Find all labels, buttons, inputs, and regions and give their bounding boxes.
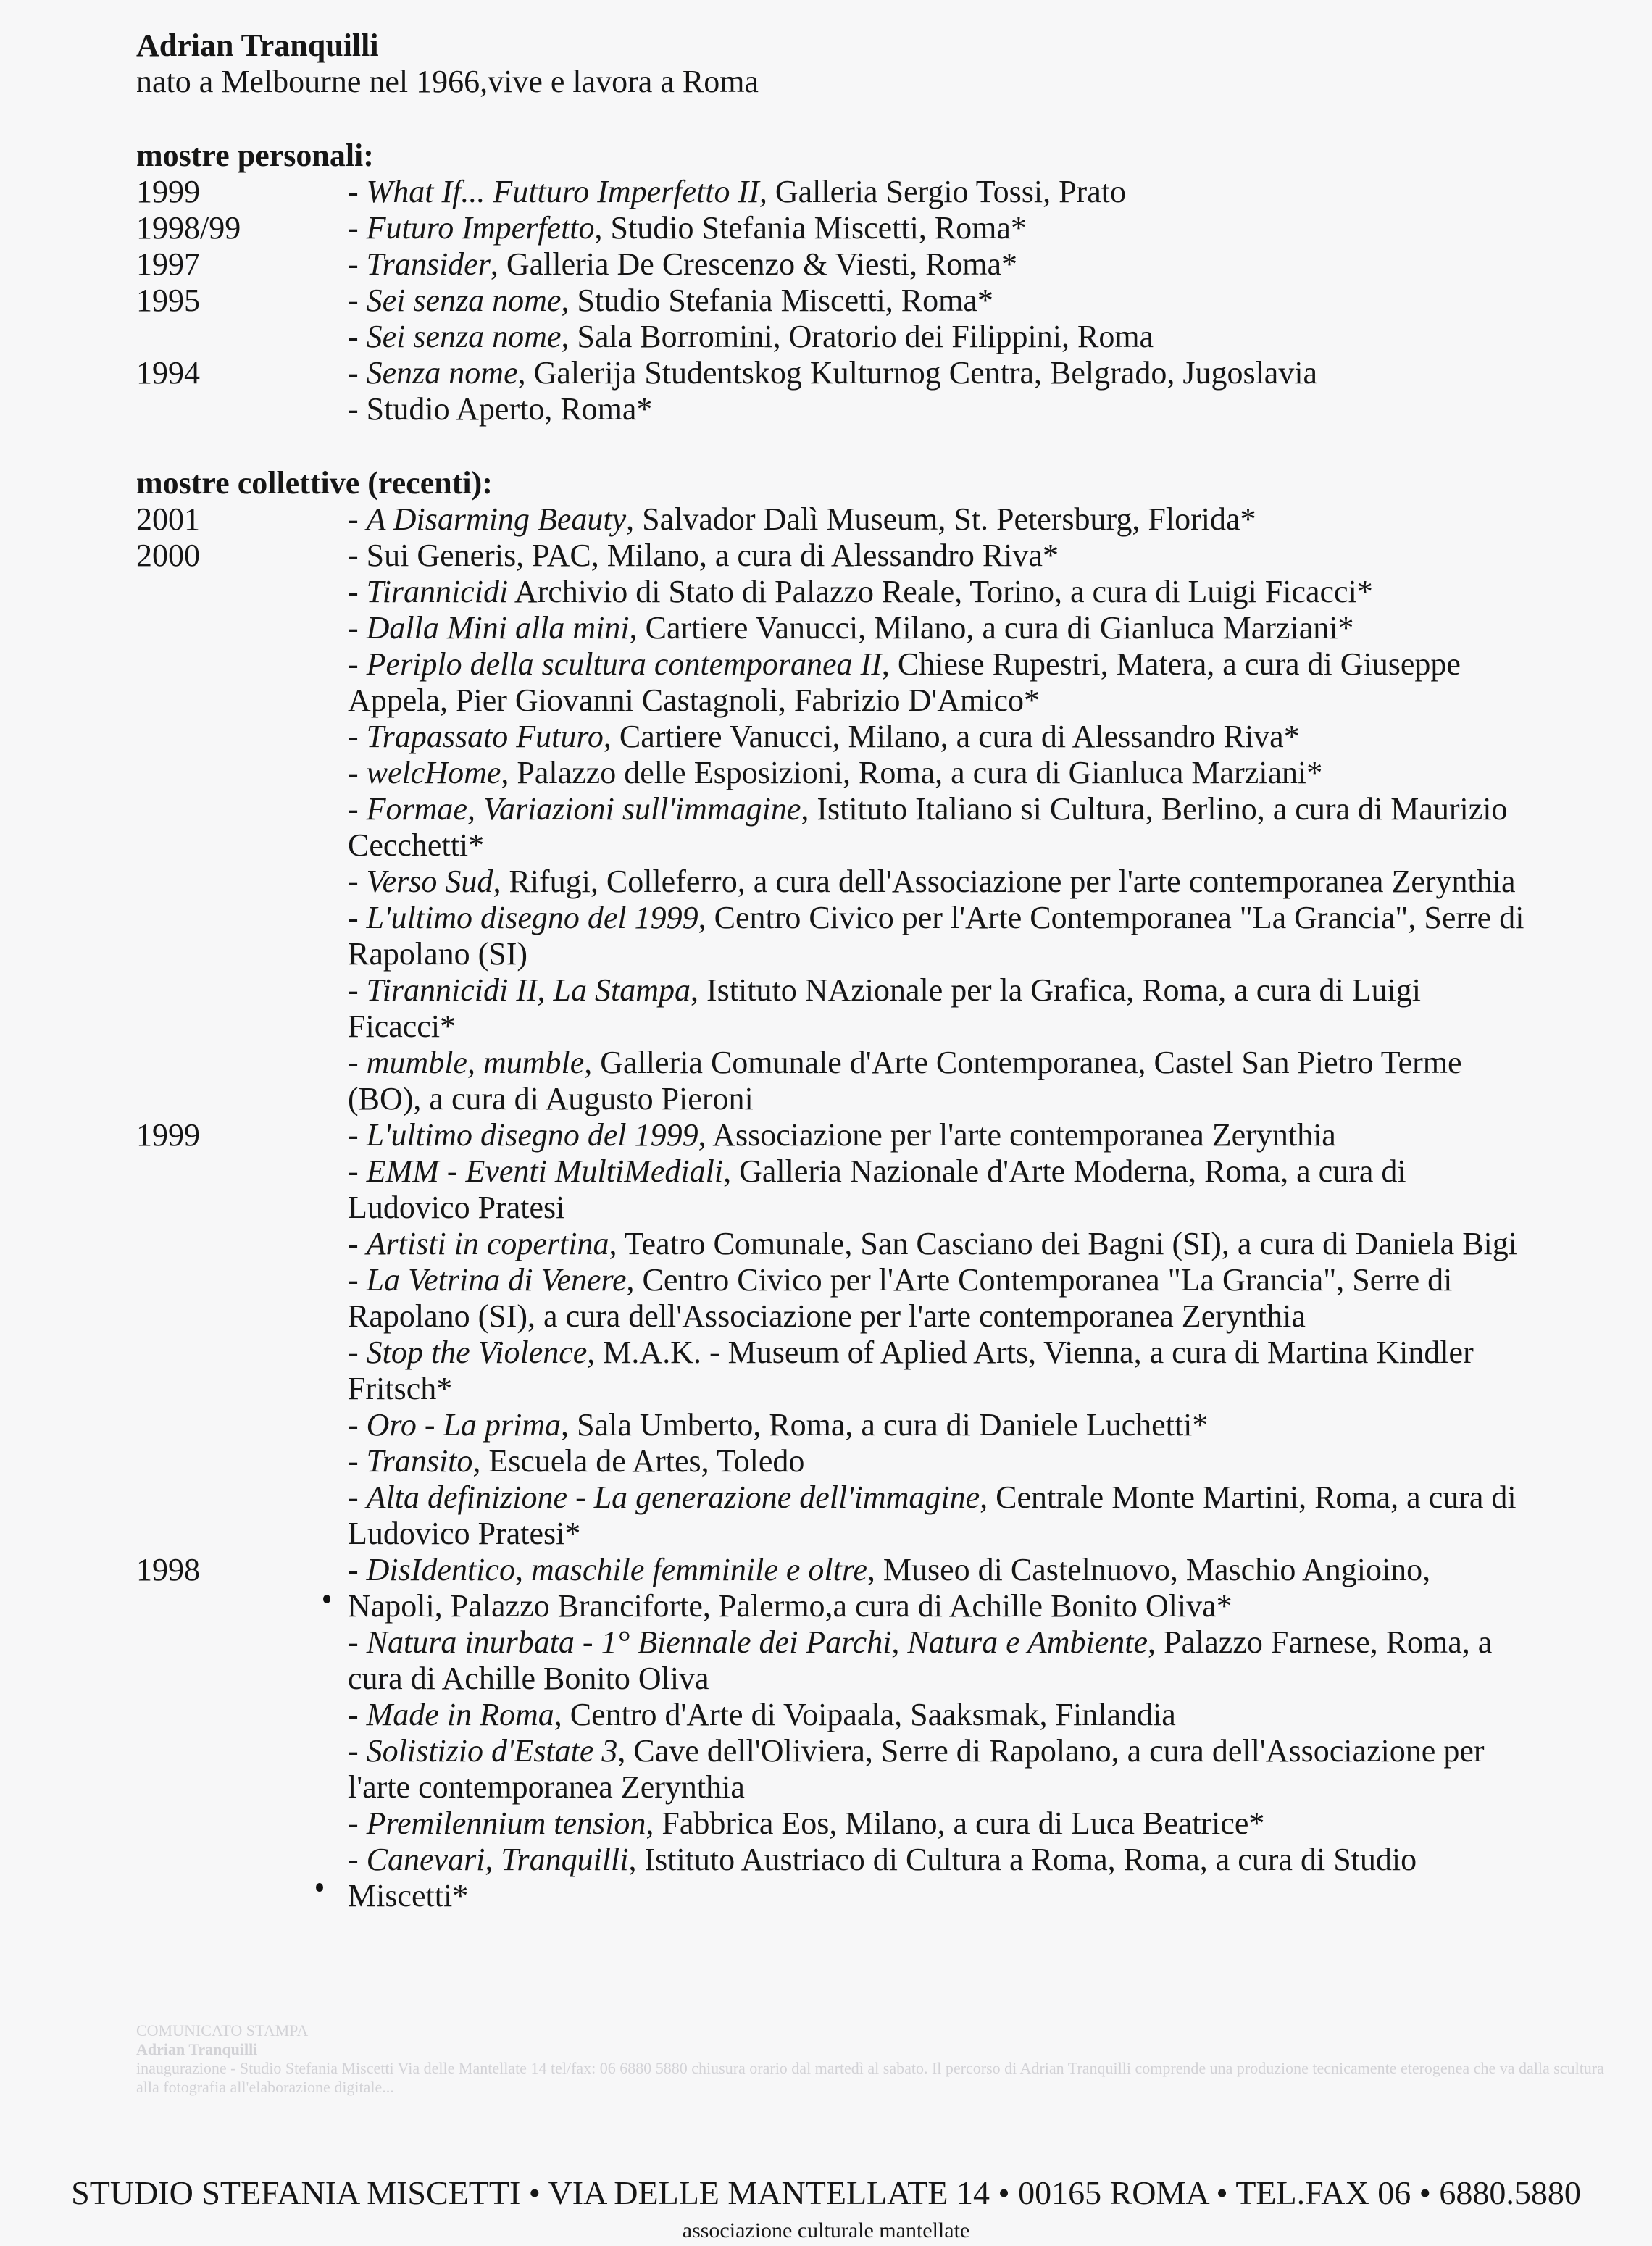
exhibition-year xyxy=(136,319,348,355)
exhibition-venue: , Cave dell'Oliviera, Serre di Rapolano, a cura dell'Associazione per l'arte contemporanea Zerynthia xyxy=(348,1733,1485,1805)
exhibition-year xyxy=(136,1443,348,1479)
bleed-through xyxy=(136,2021,1629,2097)
exhibition-year xyxy=(136,1153,348,1226)
exhibition-entry xyxy=(348,1842,1527,1914)
exhibition-entry xyxy=(348,501,1527,538)
exhibition-row xyxy=(136,755,1527,791)
exhibition-entry xyxy=(348,538,1527,574)
exhibition-year xyxy=(136,791,348,864)
exhibition-title: Verso Sud xyxy=(366,864,493,899)
exhibition-row xyxy=(136,1552,1527,1624)
artist-bio: nato a Melbourne nel 1966,vive e lavora a Roma xyxy=(136,64,759,99)
exhibition-year xyxy=(136,391,348,427)
exhibition-entry xyxy=(348,1624,1527,1697)
dash: - xyxy=(348,501,367,537)
exhibition-entry xyxy=(348,1407,1527,1443)
footer-subtitle: associazione culturale mantellate xyxy=(682,2218,970,2242)
group-shows-list xyxy=(136,501,1527,1914)
exhibition-row xyxy=(136,319,1527,355)
exhibition-row xyxy=(136,1262,1527,1335)
exhibition-title: Sei senza nome xyxy=(366,319,562,354)
dash: - xyxy=(348,1335,367,1370)
exhibition-venue: , Cartiere Vanucci, Milano, a cura di Gianluca Marziani* xyxy=(629,610,1354,646)
exhibition-entry xyxy=(348,391,1527,427)
exhibition-year xyxy=(136,1697,348,1733)
exhibition-entry xyxy=(348,646,1527,719)
exhibition-row xyxy=(136,646,1527,719)
dash: - xyxy=(348,246,367,282)
dash: - xyxy=(348,538,367,573)
solo-shows-list xyxy=(136,174,1527,427)
scan-speck xyxy=(323,1595,330,1603)
exhibition-row xyxy=(136,1479,1527,1552)
exhibition-venue: , Galleria De Crescenzo & Viesti, Roma* xyxy=(490,246,1018,282)
dash: - xyxy=(348,210,367,246)
exhibition-year xyxy=(136,972,348,1045)
exhibition-year: 1995 xyxy=(136,283,200,318)
exhibition-entry xyxy=(348,1117,1527,1153)
exhibition-row xyxy=(136,574,1527,610)
exhibition-row xyxy=(136,791,1527,864)
exhibition-entry xyxy=(348,174,1527,210)
exhibition-row xyxy=(136,355,1527,391)
exhibition-title: Periplo della scultura contemporanea II xyxy=(366,646,882,682)
exhibition-title: Made in Roma xyxy=(366,1697,554,1732)
exhibition-title: Formae, Variazioni sull'immagine xyxy=(366,791,801,827)
exhibition-year xyxy=(136,1407,348,1443)
exhibition-title: What If... Futturo Imperfetto II, xyxy=(366,174,767,209)
exhibition-entry xyxy=(348,719,1527,755)
exhibition-title: Artisti in copertina xyxy=(366,1226,609,1261)
exhibition-title: L'ultimo disegno del 1999 xyxy=(366,1117,698,1153)
exhibition-venue: , Museo di Castelnuovo, Maschio Angioino, Napoli, Palazzo Branciforte, Palermo,a cura di Achille Bonito Oliva* xyxy=(348,1552,1431,1624)
exhibition-venue: , Studio Stefania Miscetti, Roma* xyxy=(594,210,1027,246)
exhibition-row xyxy=(136,1842,1527,1914)
exhibition-row xyxy=(136,719,1527,755)
dash: - xyxy=(348,1117,367,1153)
exhibition-entry xyxy=(348,1552,1527,1624)
exhibition-title: DisIdentico, maschile femminile e oltre xyxy=(366,1552,867,1587)
exhibition-year: 1998 xyxy=(136,1552,200,1587)
exhibition-venue: , Palazzo delle Esposizioni, Roma, a cura di Gianluca Marziani* xyxy=(501,755,1323,790)
exhibition-year: 1999 xyxy=(136,1117,200,1153)
exhibition-venue: , M.A.K. - Museum of Aplied Arts, Vienna, a cura di Martina Kindler Fritsch* xyxy=(348,1335,1474,1406)
exhibition-title: A Disarming Beauty xyxy=(366,501,627,537)
dash: - xyxy=(348,1262,367,1298)
exhibition-year xyxy=(136,900,348,972)
exhibition-year xyxy=(136,1226,348,1262)
exhibition-entry xyxy=(348,1045,1527,1117)
dash: - xyxy=(348,283,367,318)
exhibition-venue: , Associazione per l'arte contemporanea Zerynthia xyxy=(698,1117,1336,1153)
exhibition-title: Premilennium tension xyxy=(366,1805,646,1841)
exhibition-row xyxy=(136,391,1527,427)
exhibition-entry xyxy=(348,1335,1527,1407)
exhibition-entry xyxy=(348,864,1527,900)
dash: - xyxy=(348,864,367,899)
exhibition-title: Natura inurbata - 1° Biennale dei Parchi, Natura e Ambiente xyxy=(366,1624,1148,1660)
exhibition-entry xyxy=(348,319,1527,355)
exhibition-year xyxy=(136,1842,348,1914)
exhibition-title: Tirannicidi II, La Stampa xyxy=(366,972,691,1008)
exhibition-row xyxy=(136,1624,1527,1697)
exhibition-row xyxy=(136,501,1527,538)
exhibition-year xyxy=(136,610,348,646)
dash: - xyxy=(348,1697,367,1732)
artist-name: Adrian Tranquilli xyxy=(136,28,379,63)
dash: - xyxy=(348,755,367,790)
dash: - xyxy=(348,355,367,391)
exhibition-row xyxy=(136,246,1527,283)
dash: - xyxy=(348,1479,367,1515)
exhibition-year xyxy=(136,574,348,610)
exhibition-row xyxy=(136,1226,1527,1262)
exhibition-venue: , Studio Stefania Miscetti, Roma* xyxy=(561,283,993,318)
dash: - xyxy=(348,391,367,427)
exhibition-title: EMM - Eventi MultiMediali xyxy=(366,1153,724,1189)
dash: - xyxy=(348,1733,367,1769)
exhibition-venue: , Centro d'Arte di Voipaala, Saaksmak, Finlandia xyxy=(554,1697,1176,1732)
exhibition-venue: , Istituto NAzionale per la Grafica, Roma, a cura di Luigi Ficacci* xyxy=(348,972,1422,1044)
exhibition-venue: Archivio di Stato di Palazzo Reale, Torino, a cura di Luigi Ficacci* xyxy=(508,574,1373,609)
exhibition-year: 1998/99 xyxy=(136,210,241,246)
dash: - xyxy=(348,1407,367,1443)
exhibition-row xyxy=(136,538,1527,574)
dash: - xyxy=(348,900,367,935)
exhibition-venue: , Centro Civico per l'Arte Contemporanea "La Grancia", Serre di Rapolano (SI) xyxy=(348,900,1524,972)
exhibition-year xyxy=(136,1045,348,1117)
dash: - xyxy=(348,574,367,609)
dash: - xyxy=(348,1443,367,1479)
exhibition-row xyxy=(136,1407,1527,1443)
exhibition-venue: , Galerija Studentskog Kulturnog Centra, Belgrado, Jugoslavia xyxy=(517,355,1318,391)
exhibition-entry xyxy=(348,283,1527,319)
exhibition-venue: , Centrale Monte Martini, Roma, a cura di Ludovico Pratesi* xyxy=(348,1479,1517,1551)
exhibition-row xyxy=(136,864,1527,900)
footer-address: STUDIO STEFANIA MISCETTI • VIA DELLE MANTELLATE 14 • 00165 ROMA • TEL.FAX 06 • 6880.5880 xyxy=(71,2174,1581,2211)
exhibition-year: 1994 xyxy=(136,355,200,391)
exhibition-venue: , Escuela de Artes, Toledo xyxy=(472,1443,805,1479)
exhibition-year: 1999 xyxy=(136,174,200,209)
exhibition-title: Canevari, Tranquilli xyxy=(366,1842,629,1877)
exhibition-row xyxy=(136,174,1527,210)
exhibition-venue: , Galleria Comunale d'Arte Contemporanea, Castel San Pietro Terme (BO), a cura di Augusto Pieroni xyxy=(348,1045,1462,1116)
exhibition-entry xyxy=(348,1262,1527,1335)
exhibition-venue: , Istituto Italiano si Cultura, Berlino, a cura di Maurizio Cecchetti* xyxy=(348,791,1508,863)
exhibition-title: Solistizio d'Estate 3 xyxy=(366,1733,618,1769)
exhibition-year: 1997 xyxy=(136,246,200,282)
exhibition-year: 2000 xyxy=(136,538,200,573)
exhibition-row xyxy=(136,972,1527,1045)
exhibition-year xyxy=(136,646,348,719)
exhibition-year xyxy=(136,1624,348,1697)
exhibition-venue: , Teatro Comunale, San Casciano dei Bagni (SI), a cura di Daniela Bigi xyxy=(609,1226,1517,1261)
exhibition-title: Alta definizione - La generazione dell'immagine xyxy=(366,1479,980,1515)
dash: - xyxy=(348,1226,367,1261)
exhibition-title: welcHome xyxy=(366,755,501,790)
exhibition-year xyxy=(136,1733,348,1805)
dash: - xyxy=(348,719,367,754)
exhibition-row xyxy=(136,1805,1527,1842)
exhibition-venue: , Fabbrica Eos, Milano, a cura di Luca Beatrice* xyxy=(646,1805,1265,1841)
exhibition-row xyxy=(136,1443,1527,1479)
exhibition-entry xyxy=(348,755,1527,791)
exhibition-entry xyxy=(348,210,1527,246)
exhibition-venue: , Galleria Nazionale d'Arte Moderna, Roma, a cura di Ludovico Pratesi xyxy=(348,1153,1406,1225)
exhibition-venue: , Cartiere Vanucci, Milano, a cura di Alessandro Riva* xyxy=(603,719,1300,754)
exhibition-entry xyxy=(348,610,1527,646)
exhibition-row xyxy=(136,210,1527,246)
exhibition-venue: , Istituto Austriaco di Cultura a Roma, Roma, a cura di Studio Miscetti* xyxy=(348,1842,1417,1913)
exhibition-year xyxy=(136,755,348,791)
exhibition-title: Senza nome xyxy=(366,355,518,391)
exhibition-entry xyxy=(348,1733,1527,1805)
dash: - xyxy=(348,1153,367,1189)
exhibition-title: Sei senza nome xyxy=(366,283,562,318)
scan-speck xyxy=(316,1883,323,1892)
bleed-through-title: COMUNICATO STAMPA xyxy=(136,2021,309,2040)
exhibition-title: Transito xyxy=(366,1443,473,1479)
exhibition-title: Dalla Mini alla mini xyxy=(366,610,630,646)
bleed-through-body: inaugurazione - Studio Stefania Miscetti Via delle Mantellate 14 tel/fax: 06 6880 5880 chiusura orario dal martedì al sabato. Il percorso di Adrian Tranquilli comprende una produzione tecnicamente eterogenea che va dalla scultura alla fotografia all'elaborazione digitale... xyxy=(136,2059,1604,2096)
exhibition-venue: , Sala Umberto, Roma, a cura di Daniele Luchetti* xyxy=(561,1407,1209,1443)
exhibition-row xyxy=(136,1335,1527,1407)
bleed-through-name: Adrian Tranquilli xyxy=(136,2040,258,2058)
dash: - xyxy=(348,1805,367,1841)
exhibition-row xyxy=(136,283,1527,319)
exhibition-entry xyxy=(348,1153,1527,1226)
exhibition-row xyxy=(136,1697,1527,1733)
dash: - xyxy=(348,972,367,1008)
dash: - xyxy=(348,610,367,646)
exhibition-row xyxy=(136,610,1527,646)
exhibition-title: Oro - La prima xyxy=(366,1407,562,1443)
exhibition-year xyxy=(136,1335,348,1407)
exhibition-entry xyxy=(348,1443,1527,1479)
exhibition-entry xyxy=(348,574,1527,610)
exhibition-row xyxy=(136,1153,1527,1226)
exhibition-title: Tirannicidi xyxy=(366,574,509,609)
exhibition-title: mumble, mumble xyxy=(366,1045,585,1080)
exhibition-title: Trapassato Futuro xyxy=(366,719,604,754)
exhibition-venue: , Centro Civico per l'Arte Contemporanea "La Grancia", Serre di Rapolano (SI), a cura dell'Associazione per l'arte contemporanea Zerynthia xyxy=(348,1262,1453,1334)
exhibition-entry xyxy=(348,246,1527,283)
solo-shows-heading: mostre personali: xyxy=(136,138,374,173)
cv-document xyxy=(136,28,1527,1914)
dash: - xyxy=(348,1842,367,1877)
exhibition-row xyxy=(136,900,1527,972)
exhibition-title: La Vetrina di Venere xyxy=(366,1262,627,1298)
exhibition-entry xyxy=(348,1226,1527,1262)
exhibition-row xyxy=(136,1117,1527,1153)
dash: - xyxy=(348,1552,367,1587)
exhibition-venue: , Salvador Dalì Museum, St. Petersburg, Florida* xyxy=(626,501,1256,537)
exhibition-title: Futuro Imperfetto xyxy=(366,210,595,246)
exhibition-entry xyxy=(348,900,1527,972)
exhibition-year xyxy=(136,864,348,900)
exhibition-venue: , Palazzo Farnese, Roma, a cura di Achille Bonito Oliva xyxy=(348,1624,1493,1696)
dash: - xyxy=(348,646,367,682)
dash: - xyxy=(348,1624,367,1660)
exhibition-year xyxy=(136,1805,348,1842)
exhibition-entry xyxy=(348,1697,1527,1733)
dash: - xyxy=(348,319,367,354)
exhibition-year xyxy=(136,719,348,755)
exhibition-entry xyxy=(348,972,1527,1045)
exhibition-title: Transider xyxy=(366,246,491,282)
exhibition-entry xyxy=(348,355,1527,391)
exhibition-venue: Galleria Sergio Tossi, Prato xyxy=(767,174,1126,209)
exhibition-year xyxy=(136,1479,348,1552)
exhibition-title: Stop the Violence xyxy=(366,1335,588,1370)
exhibition-venue: Studio Aperto, Roma* xyxy=(366,391,653,427)
exhibition-year: 2001 xyxy=(136,501,200,537)
exhibition-venue: Sui Generis, PAC, Milano, a cura di Alessandro Riva* xyxy=(366,538,1059,573)
exhibition-row xyxy=(136,1045,1527,1117)
dash: - xyxy=(348,1045,367,1080)
dash: - xyxy=(348,174,367,209)
exhibition-row xyxy=(136,1733,1527,1805)
exhibition-entry xyxy=(348,1479,1527,1552)
exhibition-year xyxy=(136,1262,348,1335)
exhibition-venue: , Chiese Rupestri, Matera, a cura di Giuseppe Appela, Pier Giovanni Castagnoli, Fabrizio D'Amico* xyxy=(348,646,1461,718)
group-shows-heading: mostre collettive (recenti): xyxy=(136,465,493,501)
dash: - xyxy=(348,791,367,827)
exhibition-title: L'ultimo disegno del 1999 xyxy=(366,900,698,935)
exhibition-entry xyxy=(348,1805,1527,1842)
exhibition-venue: , Sala Borromini, Oratorio dei Filippini, Roma xyxy=(561,319,1154,354)
exhibition-venue: , Rifugi, Colleferro, a cura dell'Associazione per l'arte contemporanea Zerynthia xyxy=(493,864,1516,899)
exhibition-entry xyxy=(348,791,1527,864)
